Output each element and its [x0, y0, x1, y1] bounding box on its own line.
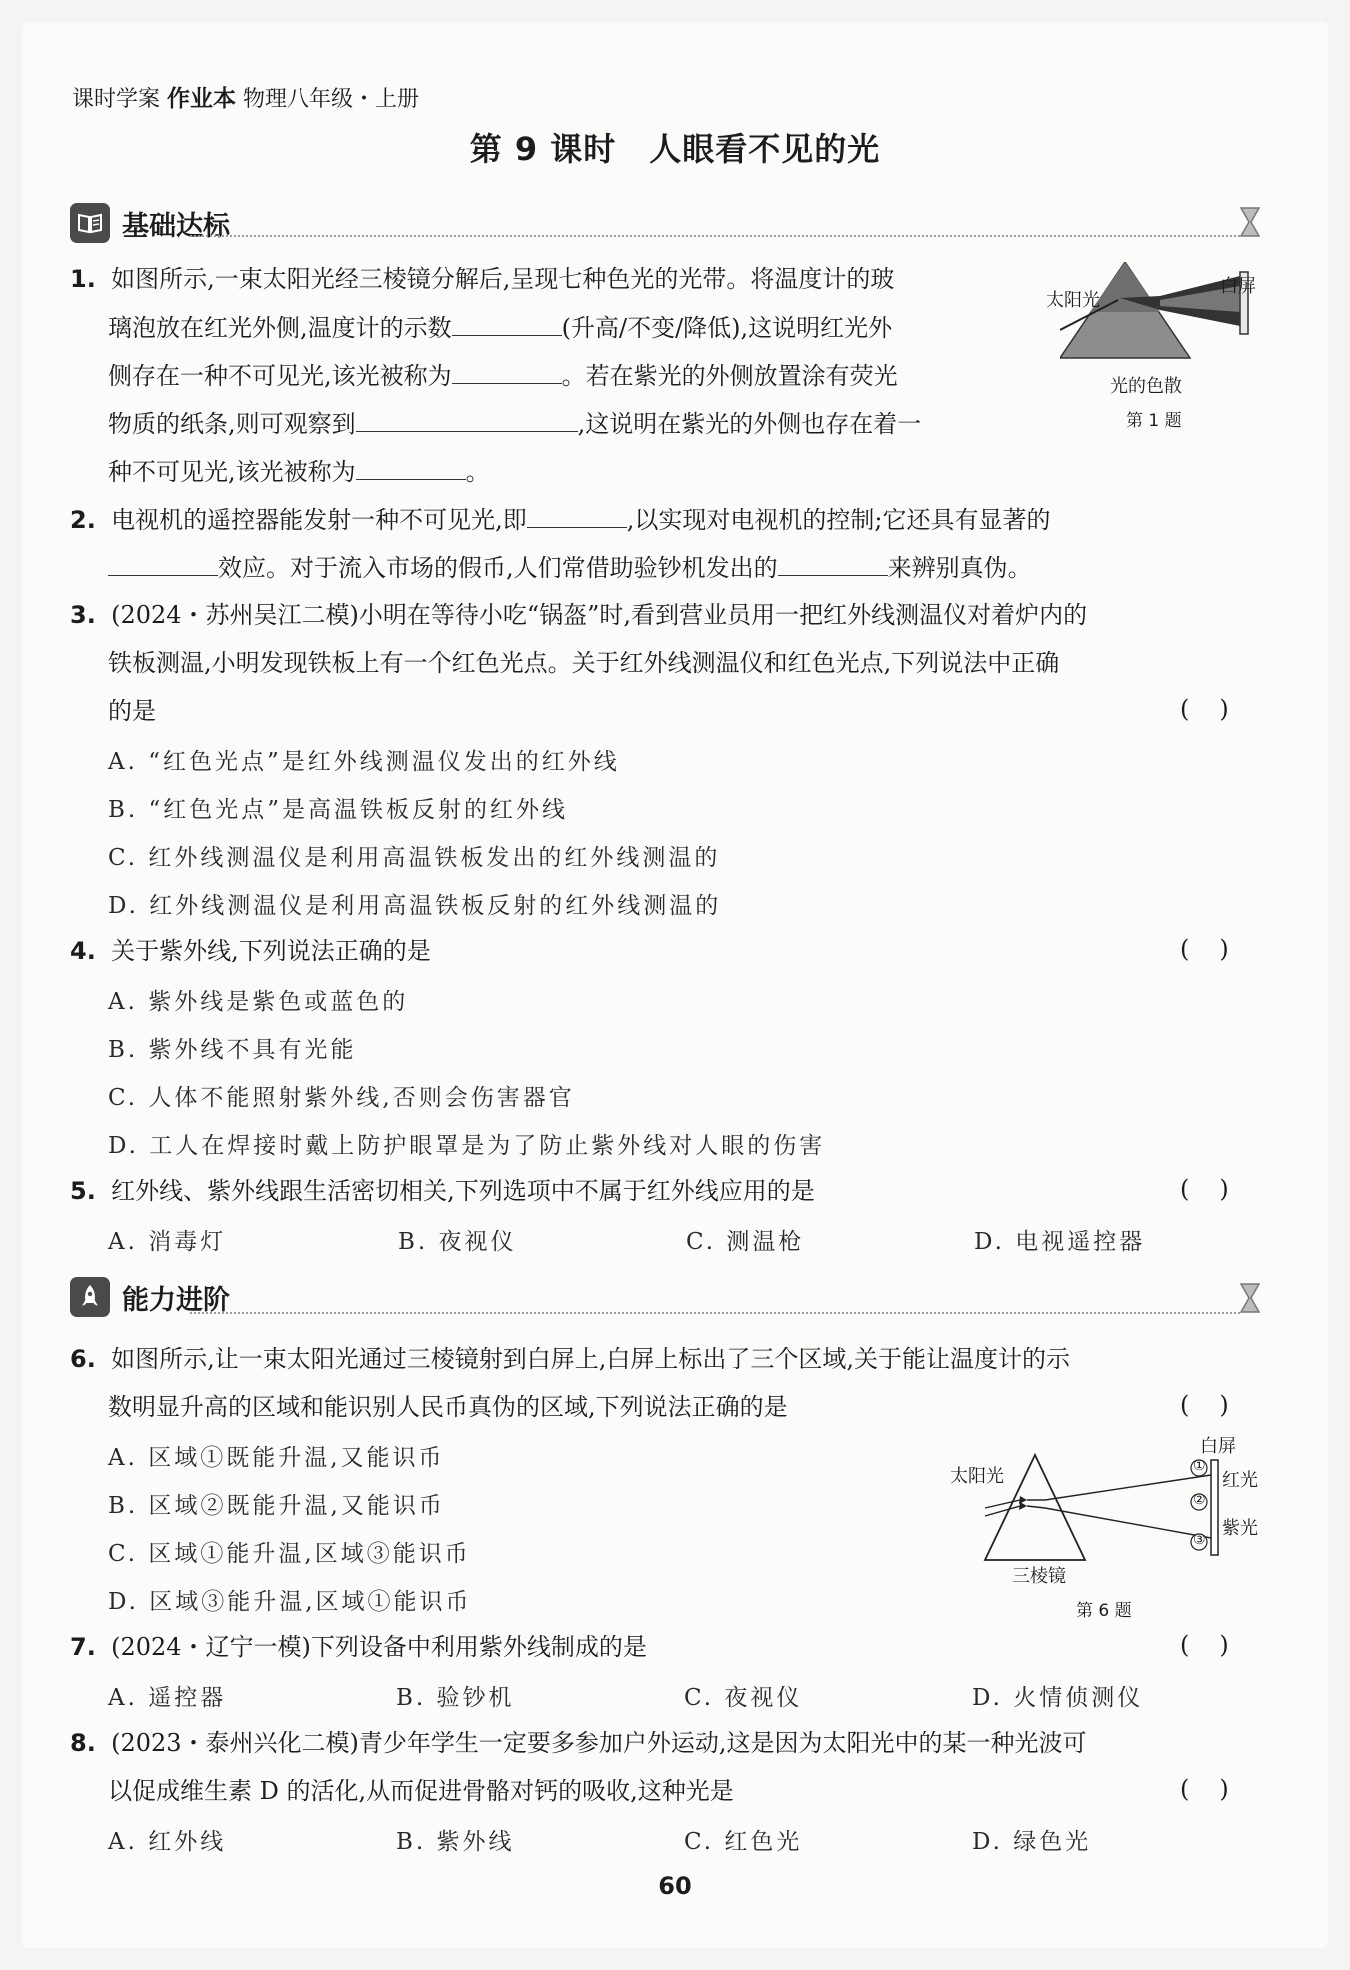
section-advanced [70, 1272, 230, 1322]
q3-line2: 铁板测温,小明发现铁板上有一个红色光点。关于红外线测温仪和红色光点,下列说法中正确 [108, 649, 1060, 677]
q5-option-b[interactable]: B. 夜视仪 [398, 1229, 517, 1255]
q1-blank4[interactable] [356, 455, 466, 480]
q7-option-a[interactable]: A. 遥控器 [108, 1685, 227, 1711]
q1-fig-caption: 第 1 题 [1126, 411, 1182, 431]
q3-option-d[interactable]: D. 红外线测温仪是利用高温铁板反射的红外线测温的 [108, 893, 722, 919]
header-series: 课时学案 [72, 87, 161, 112]
q8-line2: 以促成维生素 D 的活化,从而促进骨骼对钙的吸收,这种光是 [108, 1777, 734, 1805]
q1-blank1[interactable] [452, 311, 562, 336]
prism-regions-figure [975, 1450, 1225, 1570]
q7-option-d[interactable]: D. 火情侦测仪 [972, 1685, 1144, 1711]
book-icon [70, 203, 110, 243]
header-subject: 物理八年级・上册 [243, 87, 420, 112]
q4-answer-paren[interactable]: () [1180, 935, 1259, 963]
section-divider [190, 235, 1240, 237]
q6-fig-region2: ② [1193, 1492, 1206, 1508]
q2-line1: 2. 电视机的遥控器能发射一种不可见光,即 ,以实现对电视机的控制;它还具有显著的 [70, 503, 1050, 536]
q6-option-b[interactable]: B. 区域②既能升温,又能识币 [108, 1493, 445, 1519]
q1-fig-sun-label: 太阳光 [1046, 290, 1100, 311]
q1-line5: 种不可见光,该光被称为 。 [108, 455, 490, 488]
q1-blank3[interactable] [356, 407, 578, 432]
q3-option-b[interactable]: B. “红色光点”是高温铁板反射的红外线 [108, 797, 569, 823]
rocket-icon [70, 1277, 110, 1317]
q5-option-d[interactable]: D. 电视遥控器 [974, 1229, 1146, 1255]
q8-option-b[interactable]: B. 紫外线 [396, 1829, 515, 1855]
q3-option-a[interactable]: A. “红色光点”是红外线测温仪发出的红外线 [108, 749, 620, 775]
q4-option-c[interactable]: C. 人体不能照射紫外线,否则会伤害器官 [108, 1085, 575, 1111]
q2-line2: 效应。对于流入市场的假币,人们常借助验钞机发出的 来辨别真伪。 [108, 551, 1032, 584]
q5-option-a[interactable]: A. 消毒灯 [108, 1229, 227, 1255]
header-book: 作业本 [167, 86, 237, 112]
q4-line1: 4. 关于紫外线,下列说法正确的是 [70, 937, 431, 965]
q1-line3: 侧存在一种不可见光,该光被称为 。若在紫光的外侧放置涂有荧光 [108, 359, 898, 392]
q7-answer-paren[interactable]: () [1180, 1631, 1259, 1659]
page-number: 60 [658, 1872, 692, 1900]
q5-option-c[interactable]: C. 测温枪 [686, 1229, 805, 1255]
q1-line2: 璃泡放在红光外侧,温度计的示数 (升高/不变/降低),这说明红光外 [108, 311, 892, 344]
section-basic-title: 基础达标 [122, 210, 230, 242]
q8-line1: 8. (2023・泰州兴化二模)青少年学生一定要多参加户外运动,这是因为太阳光中的某一种光波可 [70, 1729, 1087, 1757]
q6-fig-region1: ① [1193, 1458, 1206, 1474]
section-basic [70, 198, 230, 248]
q7-option-b[interactable]: B. 验钞机 [396, 1685, 515, 1711]
q6-fig-sun-label: 太阳光 [950, 1466, 1004, 1487]
q4-option-b[interactable]: B. 紫外线不具有光能 [108, 1037, 357, 1063]
q8-answer-paren[interactable]: () [1180, 1775, 1259, 1803]
book-header [72, 80, 419, 113]
q3-answer-paren[interactable]: () [1180, 695, 1259, 723]
hourglass-icon [1238, 1282, 1262, 1314]
q6-fig-violet-label: 紫光 [1222, 1518, 1258, 1539]
q7-line1: 7. (2024・辽宁一模)下列设备中利用紫外线制成的是 [70, 1633, 647, 1661]
q4-option-d[interactable]: D. 工人在焊接时戴上防护眼罩是为了防止紫外线对人眼的伤害 [108, 1133, 826, 1159]
q6-answer-paren[interactable]: () [1180, 1391, 1259, 1419]
q3-line3: 的是 [108, 697, 156, 725]
q6-fig-prism-label: 三棱镜 [1012, 1566, 1066, 1587]
q6-fig-region3: ③ [1193, 1532, 1206, 1548]
lesson-title: 第 9 课时 人眼看不见的光 [469, 130, 881, 168]
q3-line1: 3. (2024・苏州吴江二模)小明在等待小吃“锅盔”时,看到营业员用一把红外线测温仪对着炉内的 [70, 601, 1088, 629]
q8-option-d[interactable]: D. 绿色光 [972, 1829, 1092, 1855]
q1-line4: 物质的纸条,则可观察到 ,这说明在紫光的外侧也存在着一 [108, 407, 921, 440]
q7-option-c[interactable]: C. 夜视仪 [684, 1685, 803, 1711]
q4-option-a[interactable]: A. 紫外线是紫色或蓝色的 [108, 989, 409, 1015]
q1-blank2[interactable] [452, 359, 562, 384]
hourglass-icon [1238, 206, 1262, 238]
q1-fig-screen-label: 白屏 [1220, 276, 1256, 297]
section-divider [190, 1312, 1240, 1314]
q6-option-c[interactable]: C. 区域①能升温,区域③能识币 [108, 1541, 471, 1567]
q6-line1: 6. 如图所示,让一束太阳光通过三棱镜射到白屏上,白屏上标出了三个区域,关于能让温度计的示 [70, 1345, 1070, 1373]
q6-option-d[interactable]: D. 区域③能升温,区域①能识币 [108, 1589, 472, 1615]
q2-blank1[interactable] [527, 503, 627, 528]
q6-option-a[interactable]: A. 区域①既能升温,又能识币 [108, 1445, 445, 1471]
q8-option-a[interactable]: A. 红外线 [108, 1829, 227, 1855]
q5-line1: 5. 红外线、紫外线跟生活密切相关,下列选项中不属于红外线应用的是 [70, 1177, 815, 1205]
q3-option-c[interactable]: C. 红外线测温仪是利用高温铁板发出的红外线测温的 [108, 845, 721, 871]
q6-line2: 数明显升高的区域和能识别人民币真伪的区域,下列说法正确的是 [108, 1393, 788, 1421]
q2-blank3[interactable] [778, 551, 888, 576]
q1-fig-label: 光的色散 [1110, 376, 1182, 397]
q2-blank2[interactable] [108, 551, 218, 576]
q6-fig-red-label: 红光 [1222, 1470, 1258, 1491]
section-advanced-title: 能力进阶 [122, 1284, 230, 1316]
q6-fig-screen-label: 白屏 [1200, 1436, 1236, 1457]
q8-option-c[interactable]: C. 红色光 [684, 1829, 803, 1855]
q5-answer-paren[interactable]: () [1180, 1175, 1259, 1203]
q1-line1: 1. 如图所示,一束太阳光经三棱镜分解后,呈现七种色光的光带。将温度计的玻 [70, 265, 895, 293]
q6-fig-caption: 第 6 题 [1076, 1601, 1132, 1621]
